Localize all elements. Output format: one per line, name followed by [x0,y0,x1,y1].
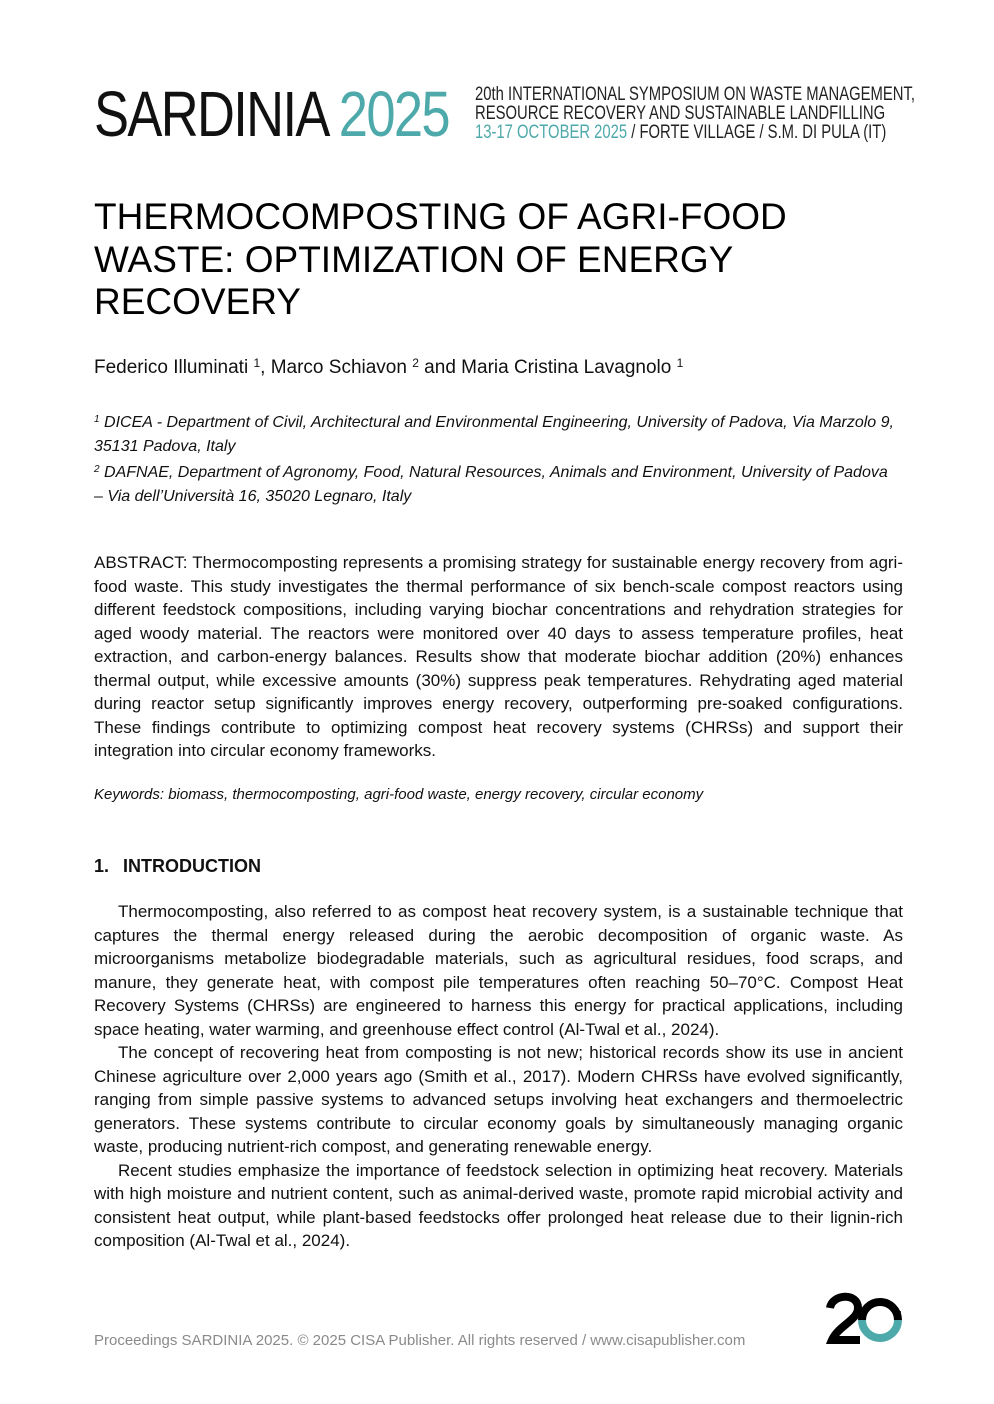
sep: , [260,357,271,378]
sep: and [418,357,462,378]
author-affil: 2 [412,356,419,370]
svg-text:TH: TH [892,1311,902,1318]
paper-title: THERMOCOMPOSTING OF AGRI-FOOD WASTE: OPTIMIZATION OF ENERGY RECOVERY [94,196,787,322]
logo-word: SARDINIA [94,78,326,150]
introduction-body [94,900,903,1253]
section-title: INTRODUCTION [123,856,262,876]
section-heading [94,856,261,877]
section-number: 1. [94,856,110,876]
affil-number: 2 [94,464,100,475]
symposium-info [475,85,915,142]
paragraph: The concept of recovering heat from composting is not new; historical records show its use in ancient Chinese agriculture over 2,000 years ago (Smith et al., 2017). Modern CHRSs have evolved significantly, ranging from simple passive systems to advanced setups involving heat exchangers and thermoelectric generators. These systems contribute to circular economy goals by simultaneously managing organic waste, producing nutrient-rich compost, and generating renewable energy. [94,1043,903,1156]
sardinia-2025-logo [94,78,449,150]
author-affil: 1 [253,356,261,370]
symposium-location: / FORTE VILLAGE / S.M. DI PULA (IT) [627,122,887,143]
author-affil: 1 [676,356,684,370]
paragraph: Thermocomposting, also referred to as compost heat recovery system, is a sustainable technique that captures the thermal energy released during the aerobic decomposition of organic waste. As microorganisms metabolize biodegradable materials, such as agricultural residues, food scraps, and manure, they generate heat, with compost pile temperatures often reaching 50–70°C. Compost Heat Recovery Systems (CHRSs) are engineered to harness this energy for practical applications, including space heating, water warming, and greenhouse effect control (Al-Twal et al., 2024). [94,902,903,1039]
author-name: Federico Illuminati [94,357,254,378]
paragraph: Recent studies emphasize the importance of feedstock selection in optimizing heat recovery. Materials with high moisture and nutrient content, such as animal-derived waste, promote rapid microbial activity and consistent heat output, while plant-based feedstocks offer prolonged heat release due to their lignin-rich composition (Al-Twal et al., 2024). [94,1160,903,1250]
symposium-line: RESOURCE RECOVERY AND SUSTAINABLE LANDFILLING [475,103,886,124]
symposium-dates: 13-17 OCTOBER 2025 [475,122,628,143]
footer: Proceedings SARDINIA 2025. © 2025 CISA Publisher. All rights reserved / www.cisapublisher.com [94,1332,746,1349]
author-name: Maria Cristina Lavagnolo [461,357,677,378]
authors [94,351,683,380]
affiliation: DAFNAE, Department of Agronomy, Food, Natural Resources, Animals and Environment, University of Padova – Via dell’Università 16, 35020 Legnaro, Italy [94,464,888,505]
affiliations [94,408,894,508]
logo-year: 2025 [338,78,449,150]
affil-number: 1 [94,414,100,425]
author-name: Marco Schiavon [270,357,413,378]
abstract: ABSTRACT: Thermocomposting represents a promising strategy for sustainable energy recovery from agri-food waste. This study investigates the thermal performance of six bench-scale compost reactors using different feedstock compositions, including varying biochar concentrations and rehydration strategies for aged woody material. The reactors were monitored over 40 days to assess temperature profiles, heat extraction, and carbon-energy balances. Results show that moderate biochar addition (20%) enhances thermal output, while excessive amounts (30%) suppress peak temperatures. Rehydrating aged material during reactor setup significantly improves energy recovery, outperforming pre-soaked configurations. These findings contribute to optimizing compost heat recovery systems (CHRSs) and support their integration into circular economy frameworks. [94,553,903,760]
20th-anniversary-logo [826,1290,906,1346]
symposium-line: 20th INTERNATIONAL SYMPOSIUM ON WASTE MANAGEMENT, [475,84,916,105]
keywords: Keywords: biomass, thermocomposting, agri-food waste, energy recovery, circular economy [94,786,704,803]
affiliation: DICEA - Department of Civil, Architectural and Environmental Engineering, University of Padova, Via Marzolo 9, 35131 Padova, Italy [94,414,894,455]
